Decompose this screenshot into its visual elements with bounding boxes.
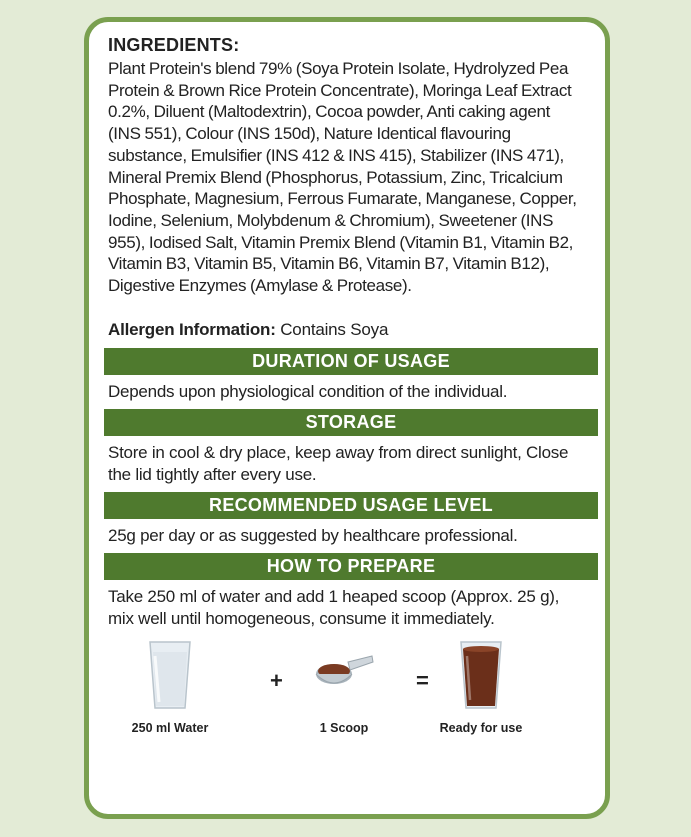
allergen-label: Allergen Information: bbox=[108, 319, 276, 339]
chocolate-drink-icon bbox=[458, 638, 504, 710]
label-content bbox=[108, 34, 586, 748]
allergen-value: Contains Soya bbox=[280, 319, 389, 339]
scoop-icon bbox=[314, 654, 374, 694]
ingredients-text: Plant Protein's blend 79% (Soya Protein Isolate, Hydrolyzed Pea Protein & Brown Rice Protein Concentrate), Moringa Leaf Extract 0.2%, Diluent (Maltodextrin), Cocoa powder, Anti caking agent (INS 551), Colour (INS 150d), Nature Identical flavouring substance, Emulsifier (INS 412 & INS 415), Stabilizer (INS 471), Mineral Premix Blend (Phosphorus, Potassium, Zinc, Tricalcium Phosphate, Magnesium, Ferrous Fumarate, Manganese, Copper, Iodine, Selenium, Molybdenum & Chromium), Sweetener (INS 955), Iodised Salt, Vitamin Premix Blend (Vitamin B1, Vitamin B2, Vitamin B3, Vitamin B5, Vitamin B6, Vitamin B7, Vitamin B12), Digestive Enzymes (Amylase & Protease). bbox=[108, 59, 577, 296]
water-step bbox=[95, 638, 245, 735]
prepare-text: Take 250 ml of water and add 1 heaped scoop (Approx. 25 g), mix well until homogeneous, consume it immediately. bbox=[108, 586, 560, 628]
storage-title: STORAGE bbox=[104, 409, 598, 436]
scoop-caption: 1 Scoop bbox=[319, 720, 369, 735]
water-glass-icon bbox=[147, 638, 193, 710]
ingredients-heading: INGREDIENTS: bbox=[108, 35, 240, 55]
duration-text: Depends upon physiological condition of the individual. bbox=[108, 381, 508, 401]
allergen-info bbox=[108, 319, 586, 341]
equals-sign: = bbox=[416, 667, 429, 693]
preparation-steps bbox=[108, 638, 586, 748]
prepare-title: HOW TO PREPARE bbox=[104, 553, 598, 580]
plus-sign: + bbox=[270, 667, 283, 693]
usage-text: 25g per day or as suggested by healthcare professional. bbox=[108, 525, 518, 545]
label-card bbox=[84, 17, 610, 819]
duration-title: DURATION OF USAGE bbox=[104, 348, 598, 375]
ready-step bbox=[406, 638, 556, 735]
ready-caption: Ready for use bbox=[439, 720, 523, 735]
scoop-step bbox=[284, 654, 404, 735]
water-caption: 250 ml Water bbox=[131, 720, 209, 735]
storage-text: Store in cool & dry place, keep away from direct sunlight, Close the lid tightly after every use. bbox=[108, 442, 569, 484]
usage-title: RECOMMENDED USAGE LEVEL bbox=[104, 492, 598, 519]
